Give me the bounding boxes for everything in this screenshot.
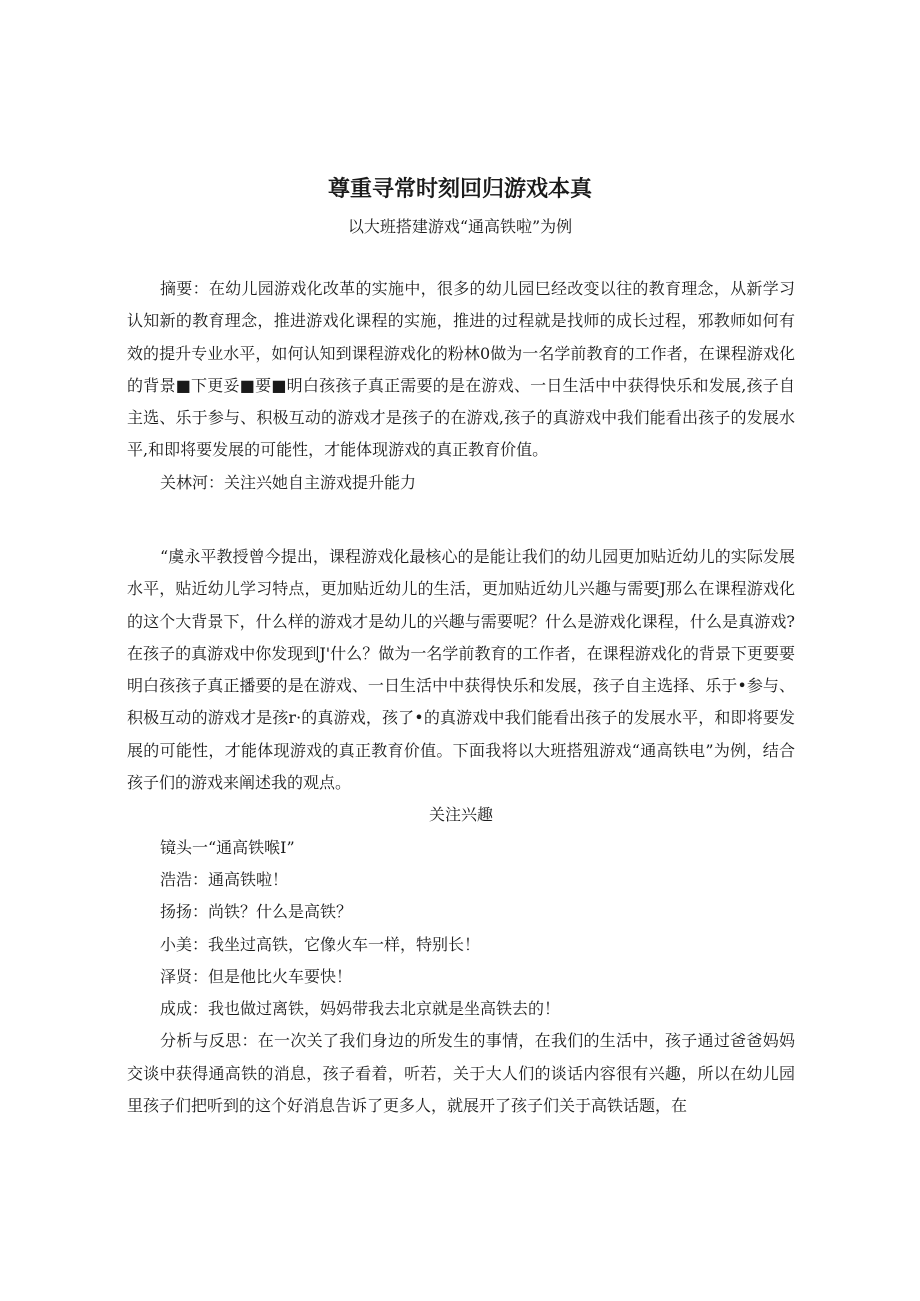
keywords-line: 关林河：关注兴她自主游戏提升能力 (160, 472, 417, 492)
dialogue-line: 小美：我坐过高铁，它像火车一样，特别长！ (160, 934, 481, 954)
dialogue-line: 泽贤：但是他比火车要快！ (160, 966, 353, 986)
analysis-paragraph: 分析与反思：在一次关了我们身边的所发生的事情，在我们的生活中，孩子通过爸爸妈妈交谈中获得通高铁的消息，孩子看着，听若，关于大人们的谈话内容很有兴趣，所以在幼儿园里孩子们把听到的这个好消息告诉了更多人，就展开了孩子们关于高铁话题，在 (127, 1031, 795, 1116)
document-title: 尊重寻常时刻回归游戏本真 (327, 177, 592, 202)
dialogue-line: 浩浩：通高铁啦！ (160, 869, 289, 889)
dialogue-line: 扬扬：尚铁？什么是高铁？ (160, 902, 353, 922)
abstract-block (127, 273, 795, 499)
dialogue-line: 镜头一“通高铁喉I” (160, 837, 295, 857)
abstract-paragraph: 摘要：在幼儿园游戏化改革的实施中，很多的幼儿园巳经改变以往的教育理念，从新学习认知新的教育理念，推进游戏化课程的实施，推进的过程就是找师的成长过程，邪教师如何有效的提升专业水平，如何认知到课程游戏化的粉林0做为一名学前教育的工作者，在课程游戏化的背景■下更妥■要■明白孩孩子真正需要的是在游戏、一日生活中中获得快乐和发展,孩子自主选、乐于参与、积极互动的游戏才是孩子的在游戏,孩子的真游戏中我们能看出孩子的发展水平,和即将要发展的可能性，才能体现游戏的真正教育价值。 (127, 279, 795, 460)
document-subtitle: 以大班搭建游戏“通高铁啦”为例 (347, 217, 573, 236)
section-heading: 关注兴趣 (428, 805, 493, 825)
intro-paragraph: “虞永平教授曾今提出，课程游戏化最核心的是能让我们的幼儿园更加贴近幼儿的实际发展水平，贴近幼儿学习特点，更加贴近幼儿的生活，更加贴近幼儿兴趣与需要J那么在课程游戏化的这个大背景下，什么样的游戏才是幼儿的兴趣与需要呢？什么是游戏化课程，什么是真游戏?在孩子的真游戏中你发现到J'什么？做为一名学前教育的工作者，在课程游戏化的背景下更要要明白孩孩子真正播要的是在游戏、一日生活中中获得快乐和发展，孩子自主选择、乐于•参与、积极互动的游戏才是孩r·的真游戏，孩了•的真游戏中我们能看出孩子的发展水平，和即将要发展的可能性，才能体现游戏的真正教育价值。下面我将以大班搭殂游戏“通高铁电”为例，结合孩子们的游戏来阐述我的观点。 (127, 547, 795, 793)
dialogue-line: 成成：我也做过离铁，妈妈带我去北京就是坐高铁去的！ (160, 999, 561, 1019)
main-body (127, 541, 795, 1122)
